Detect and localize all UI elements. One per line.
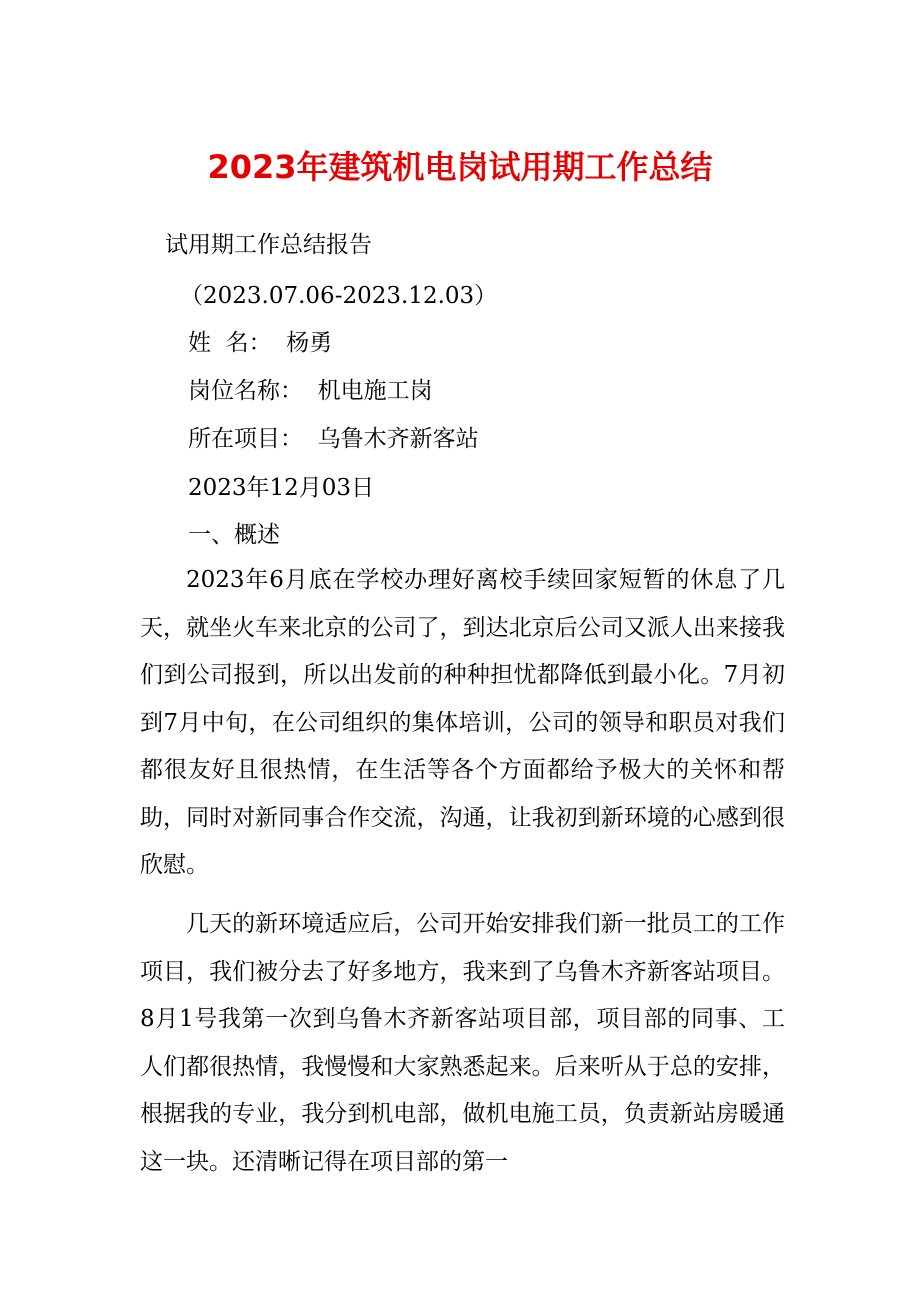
section-heading: 一、概述 [188, 522, 280, 548]
name-line: 姓 名： 杨勇 [188, 330, 333, 356]
position-line: 岗位名称： 机电施工岗 [188, 378, 433, 404]
document-title: 2023年建筑机电岗试用期工作总结 [207, 148, 713, 186]
report-title: 试用期工作总结报告 [165, 232, 372, 258]
project-line: 所在项目： 乌鲁木齐新客站 [188, 426, 479, 452]
date-line: 2023年12月03日 [188, 475, 375, 501]
paragraph-overview-2: 几天的新环境适应后，公司开始安排我们新一批员工的工作项目，我们被分去了好多地方，我来到了乌鲁木齐新客站项目。8月1号我第一次到乌鲁木齐新客站项目部，项目部的同事、工人们都很热情，我慢慢和大家熟悉起来。后来听从于总的安排，根据我的专业，我分到机电部，做机电施工员，负责新站房暖通这一块。还清晰记得在项目部的第一 [140, 911, 785, 1175]
report-period: （2023.07.06-2023.12.03） [180, 283, 498, 309]
paragraph-overview-1: 2023年6月底在学校办理好离校手续回家短暂的休息了几天，就坐火车来北京的公司了，到达北京后公司又派人出来接我们到公司报到，所以出发前的种种担忧都降低到最小化。7月初到7月中旬，在公司组织的集体培训，公司的领导和职员对我们都很友好且很热情，在生活等各个方面都给予极大的关怀和帮助，同时对新同事合作交流，沟通，让我初到新环境的心感到很欣慰。 [140, 567, 785, 878]
